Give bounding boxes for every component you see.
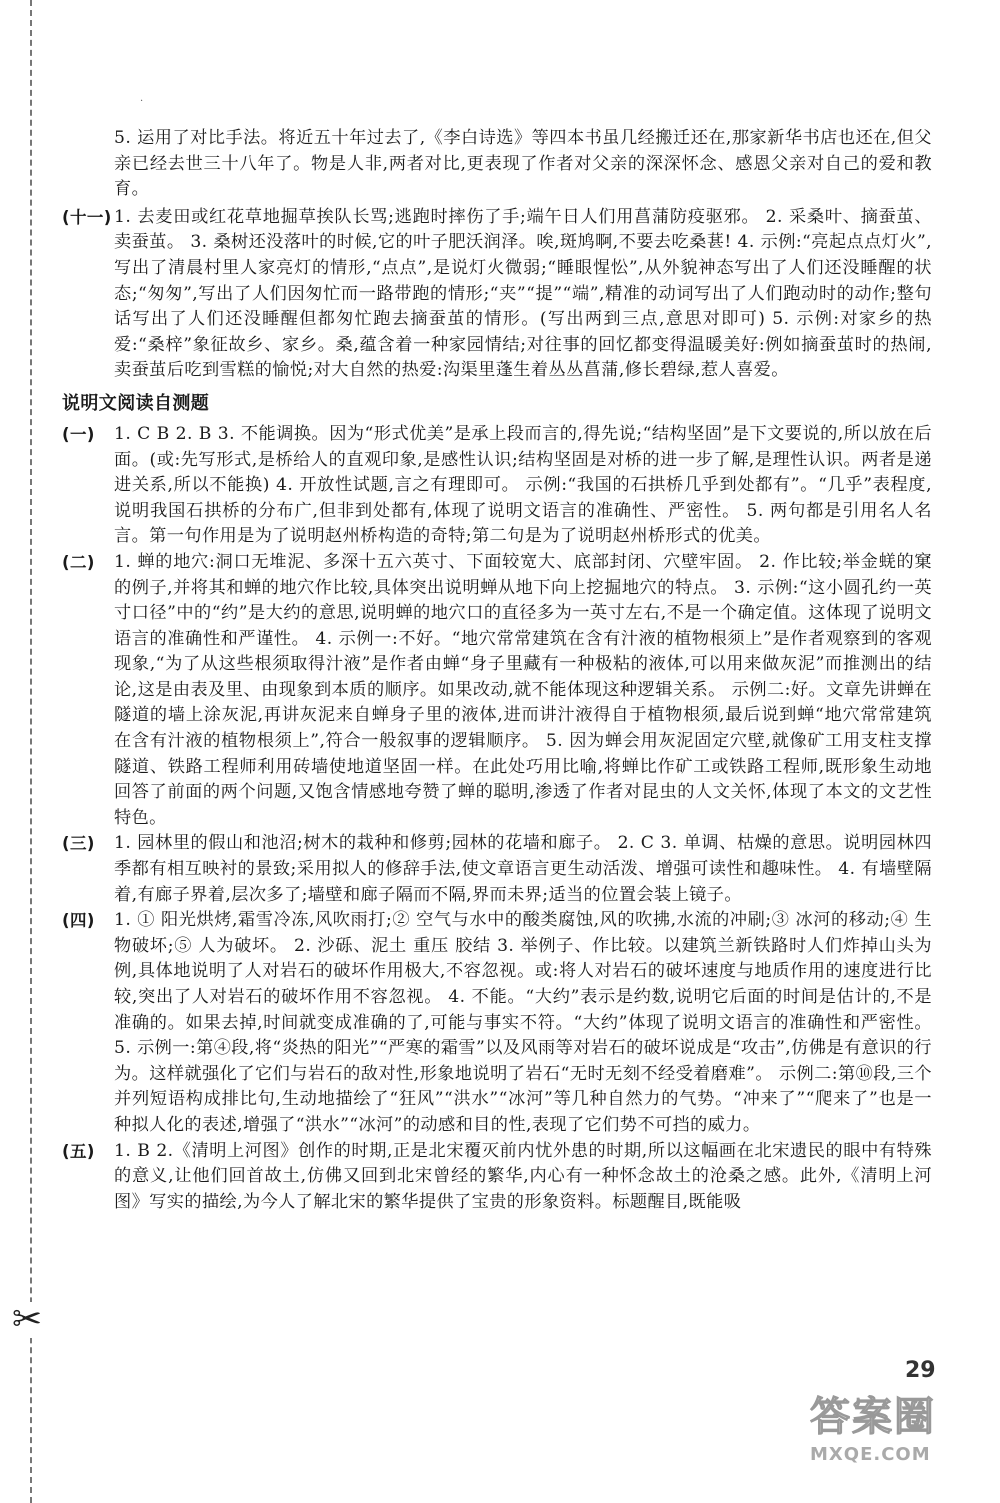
paragraph-5: [62, 126, 932, 203]
item-text: 1. 园林里的假山和池沼;树木的栽种和修剪;园林的花墙和廊子。 2. C 3. 单调、枯燥的意思。说明园林四季都有相互映衬的景致;采用拟人的修辞手法,使文章语言更生动活泼、增强可读性和趣味性。 4. 有墙壁隔着,有廊子界着,层次多了;墙壁和廊子隔而不隔,界而未界;适当的位置会装上镜子。: [114, 833, 932, 905]
dot-mark: ·: [140, 96, 144, 107]
item-5: [62, 1139, 932, 1216]
item-3: [62, 831, 932, 908]
section-11-label: (十一): [62, 207, 112, 227]
item-1: [62, 422, 932, 550]
watermark-sub: MXQE.COM: [810, 1444, 931, 1465]
item-2: [62, 550, 932, 832]
item-text: 1. 蝉的地穴:洞口无堆泥、多深十五六英寸、下面较宽大、底部封闭、穴壁牢固。 2. 作比较;举金蜣的窠的例子,并将其和蝉的地穴作比较,具体突出说明蝉从地下向上挖掘地穴的特点。 3. 示例:“这小圆孔约一英寸口径”中的“约”是大约的意思,说明蝉的地穴口的直径多为一英寸左右,不是一个确定值。这体现了说明文语言的准确性和严谨性。 4. 示例一:不好。“地穴常常建筑在含有汁液的植物根须上”是作者观察到的客观现象,“为了从这些根须取得汁液”是作者由蝉“身子里藏有一种极粘的液体,可以用来做灰泥”而推测出的结论,这是由表及里、由现象到本质的顺序。如果改动,就不能体现这种逻辑关系。 示例二:好。文章先讲蝉在隧道的墙上涂灰泥,再讲灰泥来自蝉身子里的液体,进而讲汁液得自于植物根须,最后说到蝉“地穴常常建筑在含有汁液的植物根须上”,符合一般叙事的逻辑顺序。 5. 因为蝉会用灰泥固定穴壁,就像矿工用支柱支撑隧道、铁路工程师利用砖墙使地道坚固一样。在此处巧用比喻,将蝉比作矿工或铁路工程师,既形象生动地回答了前面的两个问题,又饱含情感地夸赞了蝉的聪明,渗透了作者对昆虫的人文关怀,体现了本文的文艺性特色。: [114, 551, 932, 828]
item-text: 1. ① 阳光烘烤,霜雪冷冻,风吹雨打;② 空气与水中的酸类腐蚀,风的吹拂,水流的冲刷;③ 冰河的移动;④ 生物破坏;⑤ 人为破坏。 2. 沙砾、泥土 重压 胶结 3. 举例子、作比较。以建筑兰新铁路时人们炸掉山头为例,具体地说明了人对岩石的破坏作用极大,不容忽视。或:将人对岩石的破坏速度与地质作用的速度进行比较,突出了人对岩石的破坏作用不容忽视。 4. 不能。“大约”表示是约数,说明它后面的时间是估计的,不是准确的。如果去掉,时间就变成准确的了,可能与事实不符。“大约”体现了说明文语言的准确性和严密性。 5. 示例一:第④段,将“炎热的阳光”“严寒的霜雪”以及风雨等对岩石的破坏说成是“攻击”,仿佛是有意识的行为。这样就强化了它们与岩石的敌对性,形象地说明了岩石“无时无刻不经受着磨难”。 示例二:第⑩段,三个并列短语构成排比句,生动地描绘了“狂风”“洪水”“冰河”等几种自然力的气势。“冲来了”“爬来了”也是一种拟人化的表述,增强了“洪水”“冰河”的动感和目的性,表现了它们势不可挡的威力。: [114, 910, 932, 1135]
item-text: 1. C B 2. B 3. 不能调换。因为“形式优美”是承上段而言的,得先说;“结构坚固”是下文要说的,所以放在后面。(或:先写形式,是桥给人的直观印象,是感性认识;结构坚固是对桥的进一步了解,是理性认识。两者是递进关系,所以不能换) 4. 开放性试题,言之有理即可。 示例:“我国的石拱桥几乎到处都有”。“几乎”表程度,说明我国石拱桥的分布广,但非到处都有,体现了说明文语言的准确性、严密性。 5. 两句都是引用名人名言。第一句作用是为了说明赵州桥构造的奇特;第二句是为了说明赵州桥形式的优美。: [114, 423, 932, 547]
item-4: [62, 908, 932, 1138]
item-text: 1. B 2.《清明上河图》创作的时期,正是北宋覆灭前内忧外患的时期,所以这幅画在北宋遗民的眼中有特殊的意义,让他们回首故土,仿佛又回到北宋曾经的繁华,内心有一种怀念故土的沧桑之感。此外,《清明上河图》写实的描绘,为今人了解北宋的繁华提供了宝贵的形象资料。标题醒目,既能吸: [114, 1140, 932, 1212]
paragraph-5-text: 5. 运用了对比手法。将近五十年过去了,《李白诗选》等四本书虽几经搬迁还在,那家新华书店也还在,但父亲已经去世三十八年了。物是人非,两者对比,更表现了作者对父亲的深深怀念、感恩父亲对自己的爱和教育。: [114, 128, 932, 200]
answer-content: [62, 126, 932, 1215]
item-label: (四): [62, 911, 95, 931]
section-11-text: 1. 去麦田或红花草地掘草挨队长骂;逃跑时摔伤了手;端午日人们用菖蒲防疫驱邪。 2. 采桑叶、摘蚕茧、卖蚕茧。 3. 桑树还没落叶的时候,它的叶子肥沃润泽。唉,斑鸠啊,不要去吃桑葚! 4. 示例:“亮起点点灯火”,写出了清晨村里人家亮灯的情形,“点点”,是说灯火微弱;“睡眼惺忪”,从外貌神态写出了人们还没睡醒的状态;“匆匆”,写出了人们因匆忙而一路带跑的情形;“夹”“提”“端”,精准的动词写出了人们跑动时的动作;整句话写出了人们还没睡醒但都匆忙跑去摘蚕茧的情形。(写出两到三点,意思对即可) 5. 示例:对家乡的热爱:“桑梓”象征故乡、家乡。桑,蕴含着一种家园情结;对往事的回忆都变得温暖美好:例如摘蚕茧时的热闹,卖蚕茧后吃到雪糕的愉悦;对大自然的热爱:沟渠里蓬生着丛丛菖蒲,修长碧绿,惹人喜爱。: [114, 206, 932, 381]
cut-line: [30, 0, 32, 1503]
watermark-main: 答案圈: [810, 1394, 936, 1440]
scissors-icon: ✂: [12, 1299, 43, 1340]
section-title: 说明文阅读自测题: [62, 392, 210, 414]
section-11: [62, 205, 932, 384]
page-number: 29: [905, 1358, 936, 1383]
item-label: (二): [62, 552, 95, 572]
item-label: (三): [62, 834, 95, 854]
item-label: (一): [62, 424, 95, 444]
item-label: (五): [62, 1141, 95, 1161]
watermark: [810, 1385, 995, 1495]
